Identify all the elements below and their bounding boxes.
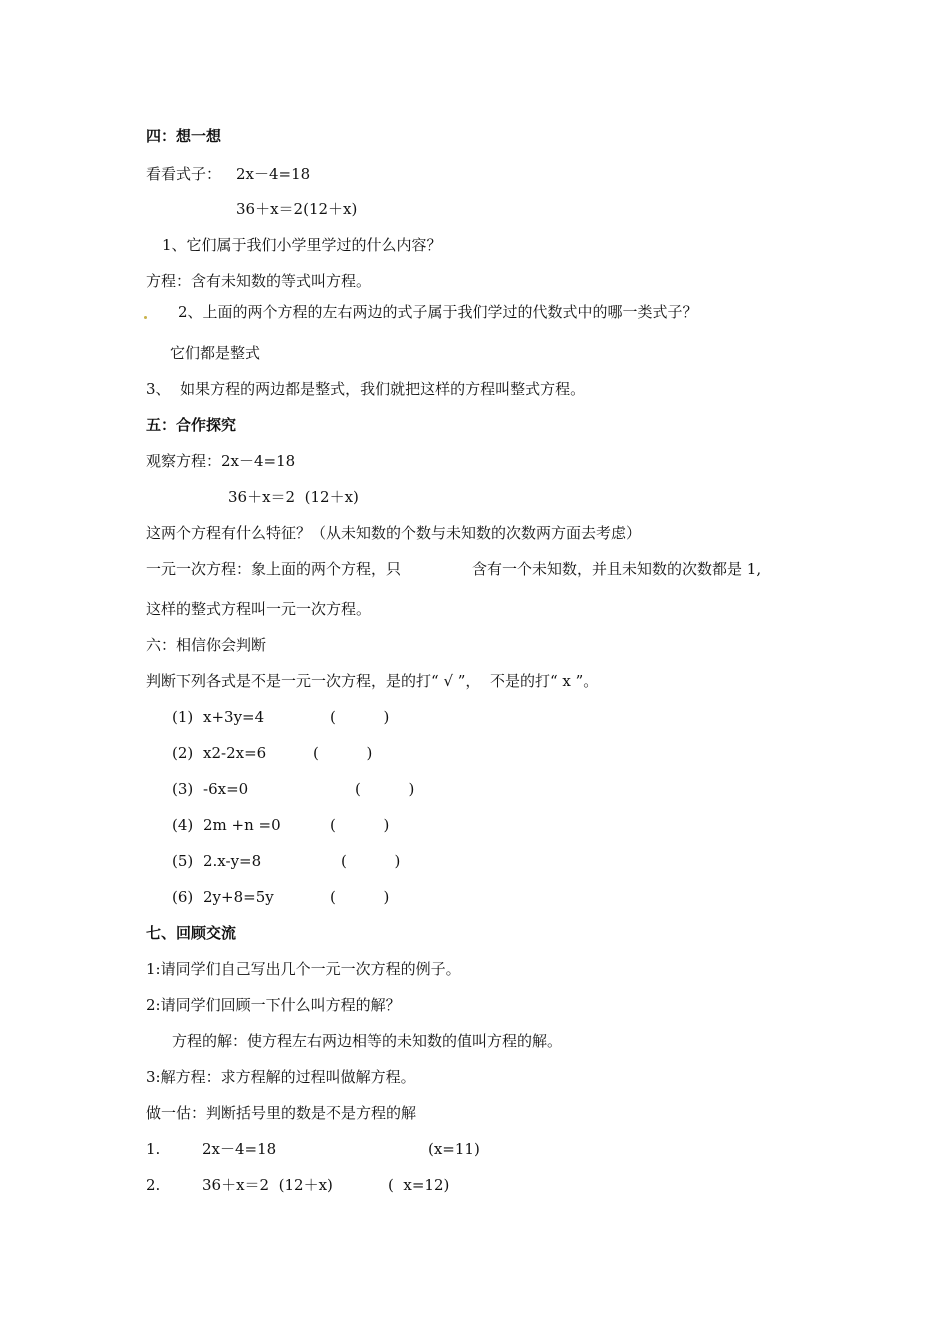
section4-heading: 四：想一想 <box>146 127 222 145</box>
linear-equation-definition-part2: 含有一个未知数，并且未知数的次数都是 1, <box>472 560 762 578</box>
review-item-1: 1:请同学们自己写出几个一元一次方程的例子。 <box>146 960 461 978</box>
question-1: 1、它们属于我们小学里学过的什么内容？ <box>162 236 442 254</box>
item-expression: -6x=0 <box>203 780 249 798</box>
exercise-value: ( x=12) <box>388 1176 450 1194</box>
item-expression: 2m +n =0 <box>203 816 281 834</box>
answer-blank[interactable]: ( ) <box>313 744 373 762</box>
exercise-equation: 2x－4=18 <box>202 1140 277 1158</box>
item-number: (1) <box>172 708 194 726</box>
item-number: (6) <box>172 888 194 906</box>
equation-2: 36＋x＝2(12＋x) <box>236 200 358 218</box>
item-expression: 2.x-y=8 <box>203 852 262 870</box>
observe-equation-2: 36＋x＝2 (12＋x) <box>228 488 359 506</box>
linear-equation-definition-part1: 一元一次方程：象上面的两个方程，只 <box>146 560 402 578</box>
linear-equation-definition-part3: 这样的整式方程叫一元一次方程。 <box>146 600 372 618</box>
judge-instruction: 判断下列各式是不是一元一次方程，是的打“ √ ”， 不是的打“ x ”。 <box>146 672 599 690</box>
section7-heading: 七、回顾交流 <box>146 924 237 942</box>
question-2: 2、上面的两个方程的左右两边的式子属于我们学过的代数式中的哪一类式子？ <box>178 303 698 321</box>
exercise-number: 2. <box>146 1176 161 1194</box>
answer-blank[interactable]: ( ) <box>355 780 415 798</box>
item-number: (3) <box>172 780 194 798</box>
answer-blank[interactable]: ( ) <box>330 888 390 906</box>
solution-definition: 方程的解：使方程左右两边相等的未知数的值叫方程的解。 <box>172 1032 563 1050</box>
look-label: 看看式子： <box>146 165 222 183</box>
exercise-number: 1. <box>146 1140 161 1158</box>
feature-question: 这两个方程有什么特征？（从未知数的个数与未知数的次数两方面去考虑） <box>146 524 642 542</box>
equation-definition: 方程：含有未知数的等式叫方程。 <box>146 272 372 290</box>
item-expression: 2y+8=5y <box>203 888 274 906</box>
equation-1: 2x－4=18 <box>236 165 311 183</box>
item-expression: x+3y=4 <box>203 708 265 726</box>
integral-equation-definition: 3、 如果方程的两边都是整式，我们就把这样的方程叫整式方程。 <box>146 380 586 398</box>
item-number: (4) <box>172 816 194 834</box>
item-expression: x2-2x=6 <box>203 744 267 762</box>
decorative-dot <box>144 316 147 319</box>
exercise-value: (x=11) <box>428 1140 480 1158</box>
item-number: (2) <box>172 744 194 762</box>
observe-equation: 观察方程：2x－4=18 <box>146 452 296 470</box>
review-item-2: 2:请同学们回顾一下什么叫方程的解？ <box>146 996 401 1014</box>
section5-heading: 五：合作探究 <box>146 416 237 434</box>
exercise-equation: 36＋x＝2 (12＋x) <box>202 1176 333 1194</box>
item-number: (5) <box>172 852 194 870</box>
estimate-instruction: 做一估：判断括号里的数是不是方程的解 <box>146 1104 417 1122</box>
section6-heading: 六：相信你会判断 <box>146 636 267 654</box>
answer-2: 它们都是整式 <box>170 344 261 362</box>
answer-blank[interactable]: ( ) <box>341 852 401 870</box>
answer-blank[interactable]: ( ) <box>330 708 390 726</box>
review-item-3: 3:解方程：求方程解的过程叫做解方程。 <box>146 1068 416 1086</box>
answer-blank[interactable]: ( ) <box>330 816 390 834</box>
